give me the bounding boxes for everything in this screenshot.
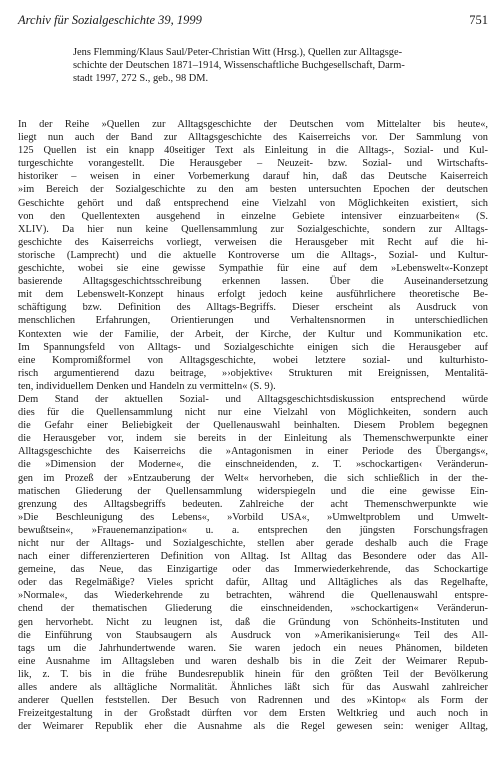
text-line: eine Ausnahme im Alltagsleben und waren deshalb bis in die Zeit der Weimarer Repub- bbox=[18, 655, 488, 667]
text-line: turgeschichte vorangestellt. Die Herausgeber – Neuzeit- bzw. Sozial- und Wirtschafts- bbox=[18, 158, 488, 170]
text-line: lik, z. T. bis in die frühe Bundesrepublik hinein für den größten Teil der Bevölkerung bbox=[18, 668, 488, 680]
text-line: Im Spannungsfeld von Alltags- und Sozialgeschichte einigen sich die Herausgeber auf bbox=[18, 341, 488, 353]
text-line: Kontexten wie der Familie, der Arbeit, der Kirche, der Kultur und Kommunikation etc. bbox=[18, 328, 488, 340]
text-line: die Herausgeber vor, indem sie bereits in der Einleitung als Themenschwerpunkte einer bbox=[18, 433, 488, 445]
journal-title: Archiv für Sozialgeschichte 39, 1999 bbox=[18, 13, 202, 27]
text-line: gemeine, das Neue, das Einzigartige oder das Immerwiederkehrende, das Schockartige bbox=[18, 564, 488, 576]
text-line: Dem Stand der aktuellen Sozial- und Alltagsgeschichtsdiskussion entsprechend würde bbox=[18, 393, 488, 405]
text-line: basierende Alltagsgeschichtsschreibung erkennen lassen. Über die Auseinandersetzung bbox=[18, 276, 488, 288]
text-line: In der Reihe »Quellen zur Alltagsgeschichte der Deutschen vom Mittelalter bis heute«, bbox=[18, 119, 488, 130]
text-line: menschlichen Erfahrungen, Orientierungen und Verhaltensnormen in unterschiedlichen bbox=[18, 315, 488, 327]
text-line: nach einer differenzierteren Definition von Alltag. Ist Alltag das Besondere oder das All- bbox=[18, 551, 488, 563]
text-line: ten, individuellem Denken und Handeln zu vermitteln« (S. 9). bbox=[18, 380, 276, 392]
text-line: anderer Quellen feststellen. Der Besuch von Radrennen und des »Kintop« als Form der bbox=[18, 695, 488, 707]
text-line: gen im Prozeß der »Entzauberung der Welt« hervorheben, die sich schließlich in der the- bbox=[18, 472, 488, 484]
text-line: gen hervorhebt. Nicht zu leugnen ist, daß die Gründung von Schönheits-Instituten und bbox=[18, 616, 488, 628]
text-line: geschichte, wobei sie eine gewisse Sympathie für eine auf dem »Lebenswelt«-Konzept bbox=[18, 263, 488, 275]
text-line: mit dem Lebenswelt-Konzept hinaus erfolgt jedoch keine ausführlichere theoretische Be- bbox=[18, 289, 488, 301]
citation-line: Jens Flemming/Klaus Saul/Peter-Christian Witt (Hrsg.), Quellen zur Alltagsge- bbox=[73, 47, 403, 58]
review-body bbox=[18, 118, 488, 733]
text-line: chend der thematischen Gliederung die einschneidenden, »schockartigen« Veränderun- bbox=[18, 603, 488, 615]
text-line: »Die Beschleunigung des Lebens«, »Vorbild USA«, »Umweltproblem und Umwelt- bbox=[18, 511, 488, 523]
citation-line: schichte der Deutschen 1871–1914, Wissenschaftliche Buchgesellschaft, Darm- bbox=[73, 60, 405, 72]
text-line: historiker – weisen in einer Vorbemerkung darauf hin, daß das Deutsche Kaiserreich bbox=[18, 171, 488, 183]
text-line: Freizeitgestaltung in der Großstadt dürften vor dem Ersten Weltkrieg und auch noch in bbox=[18, 708, 488, 720]
book-citation bbox=[73, 46, 488, 85]
running-header bbox=[18, 10, 488, 30]
text-line: bewußtsein«, »Frauenemanzipation« u. a. entsprechen den jüngsten Forschungsfragen bbox=[18, 524, 488, 536]
text-line: oder das Regelmäßige? Vieles spricht dafür, Alltag und Alltägliches als das Regelhafte, bbox=[18, 577, 488, 589]
text-line: Geschichte gehört und daß entsprechend eine Vielzahl von Möglichkeiten existiert, sich bbox=[18, 197, 488, 209]
text-line: Alltagsgeschichte des Kaiserreichs die »Antagonismen in einer Periode des Übergangs«, bbox=[18, 446, 488, 458]
text-line: matischen Gliederung der Quellensammlung widerspiegeln und die eine gewisse Ein- bbox=[18, 485, 488, 497]
text-line: die Einführung von Staubsaugern als Ausdruck von »Amerikanisierung« Teil des All- bbox=[18, 629, 488, 641]
text-line: storische (Lamprecht) und die aktuelle Kontroverse um die Alltags-, Sozial- und Kultur- bbox=[18, 249, 488, 261]
text-line: eine Kompromißformel von Alltagsgeschichte, wobei letztere sozial- und kulturhisto- bbox=[18, 354, 488, 366]
citation-line: stadt 1997, 272 S., geb., 98 DM. bbox=[73, 73, 209, 85]
text-line: geschichte des Kaiserreichs vorliegt, verweisen die Herausgeber mit Recht auf die hi- bbox=[18, 236, 488, 248]
text-line: XLIV). Da hier nun keine Quellensammlung zur Sozialgeschichte, sondern zur Alltags- bbox=[18, 223, 488, 235]
text-line: »Normale«, das Wiederkehrende zu betrachten, während die Quellenauswahl entspre- bbox=[18, 590, 488, 602]
text-line: »im Bereich der Sozialgeschichte zu den am besten untersuchten Epochen der deutschen bbox=[18, 184, 488, 196]
text-line: von den Quellentexten ausgehend in einzelne Gebiete intensiver einzuarbeiten« (S. bbox=[18, 210, 488, 222]
text-line: grenzung des Alltagsbegriffs bedeuten. Zahlreiche der acht Themenschwerpunkte wie bbox=[18, 498, 488, 510]
text-line: risch argumentierend dazu beitrage, »›objektive‹ Strukturen mit Ereignissen, Mentalitä- bbox=[18, 367, 488, 379]
text-line: schäftigung bzw. Definition des Alltags-Begriffs. Dieser erscheint als Ausdruck von bbox=[18, 302, 488, 314]
text-line: der Weimarer Republik eher die Ausnahme als die Regel gewesen sein: weniger Alltag, bbox=[18, 721, 488, 733]
text-line: dies für die Quellensammlung nicht nur eine Vielzahl von Möglichkeiten, sondern auch bbox=[18, 407, 488, 419]
text-line: nicht nur der Alltags- und Sozialgeschichte, stellen aber gerade deshalb auch die Frage bbox=[18, 538, 488, 549]
text-line: liegt nun auch der Band zur Alltagsgeschichte des Kaiserreichs vor. Der Sammlung von bbox=[18, 132, 488, 144]
text-line: 125 Quellen ist ein knapp 40seitiger Text als Einleitung in die Alltags-, Sozial- und Kul- bbox=[18, 145, 488, 157]
page-number: 751 bbox=[469, 13, 488, 27]
text-line: alles andere als alltägliche Normalität. Ähnliches läßt sich für das Auswahl zahlreicher bbox=[18, 682, 488, 694]
text-line: tags um die Jahrhundertwende waren. Sie waren jedoch ein neues Phänomen, bildeten bbox=[18, 642, 488, 654]
text-line: die »Dimension der Moderne«, die einschneidenden, z. T. »schockartigen‹ Veränderun- bbox=[18, 459, 488, 471]
text-line: die Gefahr einer Beliebigkeit der Quellenauswahl beinhalten. Diesem Problem begegnen bbox=[18, 420, 488, 432]
